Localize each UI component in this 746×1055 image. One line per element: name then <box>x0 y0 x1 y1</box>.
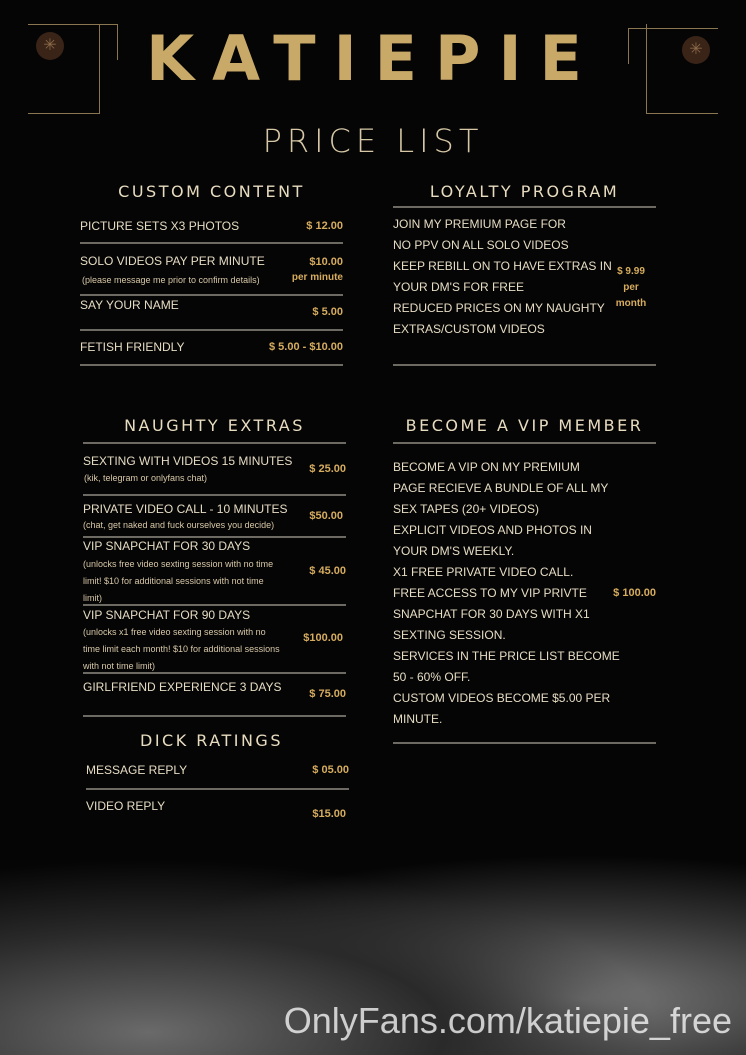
divider <box>393 442 656 444</box>
divider <box>80 294 343 296</box>
divider <box>393 364 656 366</box>
item-name: MESSAGE REPLY <box>86 763 188 777</box>
loyalty-price: $ 9.99 per month <box>615 266 647 309</box>
page-subtitle: PRICE LIST <box>262 122 484 160</box>
item-name: FETISH FRIENDLY <box>80 340 185 354</box>
divider <box>83 715 346 717</box>
section-title-vip: BECOME A VIP MEMBER <box>405 416 644 435</box>
vip-price: $ 100.00 <box>613 587 656 599</box>
item-note: (unlocks x1 free video sexting session with no time limit each month! $10 for additional sessions with not time limit) <box>83 627 280 671</box>
item-note: (chat, get naked and fuck ourselves you decide) <box>83 520 275 530</box>
section-title-naughty-extras: NAUGHTY EXTRAS <box>124 416 305 435</box>
divider <box>393 206 656 208</box>
section-title-custom-content: CUSTOM CONTENT <box>118 182 305 201</box>
item-price-unit: per minute <box>291 272 343 283</box>
item-note: (unlocks free video sexting session with no time limit! $10 for additional sessions with not time limit) <box>83 559 274 603</box>
divider <box>80 364 343 366</box>
vip-description: BECOME A VIP ON MY PREMIUM PAGE RECIEVE A BUNDLE OF ALL MY SEX TAPES (20+ VIDEOS) EXPLICIT VIDEOS AND PHOTOS IN YOUR DM'S WEEKLY. X1 FREE PRIVATE VIDEO CALL. FREE ACCESS TO MY VIP PRIVTE SNAPCHAT FOR 30 DAYS WITH X1 SEXTING SESSION. SERVICES IN THE PRICE LIST BECOME 50 - 60% OFF. CUSTOM VIDEOS BECOME $5.00 PER MINUTE. <box>393 460 620 726</box>
flower-icon: ✳ <box>682 36 710 64</box>
item-price: $50.00 <box>309 510 343 522</box>
divider <box>83 494 346 496</box>
item-note: (kik, telegram or onlyfans chat) <box>84 473 208 483</box>
item-price: $ 12.00 <box>306 220 343 232</box>
watermark: OnlyFans.com/katiepie_free <box>283 1000 732 1041</box>
item-name: SOLO VIDEOS PAY PER MINUTE <box>80 254 265 268</box>
divider <box>86 788 349 790</box>
brand-title: KATIEPIE <box>146 22 600 95</box>
item-price: $100.00 <box>303 632 343 644</box>
item-price: $10.00 <box>309 256 343 268</box>
divider <box>83 672 346 674</box>
item-name: VIDEO REPLY <box>86 799 166 813</box>
item-name: SEXTING WITH VIDEOS 15 MINUTES <box>83 454 293 468</box>
item-name: SAY YOUR NAME <box>80 298 179 312</box>
item-price: $ 25.00 <box>309 463 346 475</box>
divider <box>83 536 346 538</box>
item-name: VIP SNAPCHAT FOR 90 DAYS <box>83 608 251 622</box>
item-name: PRIVATE VIDEO CALL - 10 MINUTES <box>83 502 288 516</box>
item-price: $ 5.00 <box>312 306 343 318</box>
item-price: $ 45.00 <box>309 565 346 577</box>
item-name: VIP SNAPCHAT FOR 30 DAYS <box>83 539 251 553</box>
divider <box>393 742 656 744</box>
divider <box>83 604 346 606</box>
section-title-loyalty: LOYALTY PROGRAM <box>429 182 620 201</box>
item-price: $ 05.00 <box>312 764 349 776</box>
item-price: $ 75.00 <box>309 688 346 700</box>
item-name: GIRLFRIEND EXPERIENCE 3 DAYS <box>83 680 282 694</box>
item-note: (please message me prior to confirm details) <box>82 275 260 285</box>
divider <box>80 242 343 244</box>
flower-icon: ✳ <box>36 32 64 60</box>
item-name: PICTURE SETS X3 PHOTOS <box>80 219 240 233</box>
divider <box>83 442 346 444</box>
section-title-ratings: DICK RATINGS <box>140 731 283 750</box>
item-price: $ 5.00 - $10.00 <box>268 341 343 353</box>
divider <box>80 329 343 331</box>
item-price: $15.00 <box>312 808 346 820</box>
loyalty-description: JOIN MY PREMIUM PAGE FOR NO PPV ON ALL SOLO VIDEOS KEEP REBILL ON TO HAVE EXTRAS IN YOUR DM'S FOR FREE REDUCED PRICES ON MY NAUGHTY EXTRAS/CUSTOM VIDEOS <box>393 217 612 336</box>
